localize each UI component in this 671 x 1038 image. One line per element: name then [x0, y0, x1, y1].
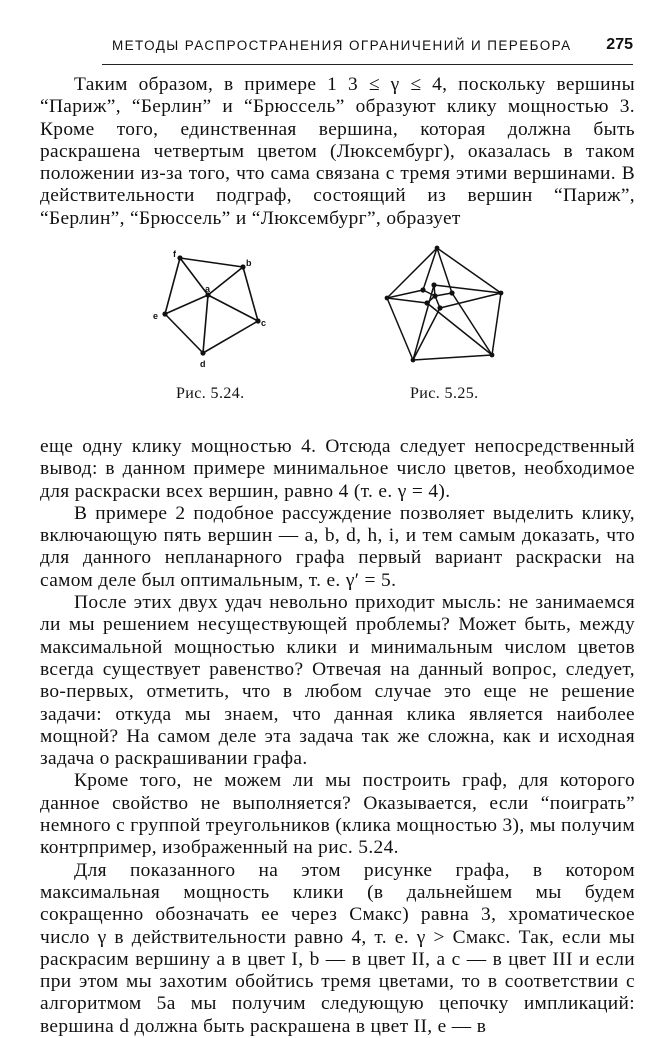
edge: [427, 303, 492, 355]
figure-5-25-caption: Рис. 5.25.: [410, 385, 479, 402]
vertex: [424, 300, 429, 305]
vertex: [499, 291, 504, 296]
vertex: [435, 246, 440, 251]
edge: [165, 314, 203, 353]
vertex-b: [240, 264, 245, 269]
vertex-label-f: f: [173, 249, 176, 259]
vertex-f: [177, 255, 182, 260]
vertex: [420, 287, 425, 292]
vertex: [490, 353, 495, 358]
vertex: [449, 290, 454, 295]
edge: [243, 267, 258, 321]
figure-5-25: [370, 240, 520, 365]
paragraph: еще одну клику мощностью 4. Отсюда следует непосредственный вывод: в данном примере минимальное число цветов, необходимое для раскраски всех вершин, равно 4 (т. е. γ = 4).: [40, 436, 635, 502]
edge: [203, 321, 258, 353]
vertex-e: [162, 311, 167, 316]
vertex-label-c: c: [261, 318, 267, 328]
vertex: [437, 305, 442, 310]
edge: [208, 267, 243, 295]
edge: [413, 355, 492, 360]
edge: [165, 295, 208, 314]
running-title: МЕТОДЫ РАСПРОСТРАНЕНИЯ ОГРАНИЧЕНИЙ И ПЕРЕБОРА: [112, 38, 572, 53]
vertex: [432, 293, 437, 298]
paragraph: Таким образом, в примере 1 3 ≤ γ ≤ 4, поскольку вершины “Париж”, “Берлин” и “Брюссель” образуют клику мощностью 3. Кроме того, единственная вершина, которая должна быть раскрашена четвертым цветом (Люксембург), оказалась в таком положении из-за того, что сама связана с тремя этими вершинами. В действительности подграф, состоящий из вершин “Париж”, “Берлин”, “Брюссель” и “Люксембург”, образует: [40, 74, 635, 229]
paragraph: В примере 2 подобное рассуждение позволяет выделить клику, включающую пять вершин — a, b, d, h, i, и тем самым доказать, что для данного непланарного графа первый вариант раскраски на самом деле был оптимальным, т. е. γ′ = 5.: [40, 502, 635, 591]
vertex-label-a: a: [205, 284, 211, 294]
paragraph: Для показанного на этом рисунке графа, в котором максимальная мощность клики (в дальнейшем мы будем сокращенно обозначать ее через Cмакс) равна 3, хроматическое число γ в действительности равно 4, т. е. γ > Cмакс. Так, если мы раскрасим вершину a в цвет I, b — в цвет II, а c — в цвет III и если при этом мы захотим обойтись тремя цветами, то в соответствии с алгоритмом 5а мы получим следующую цепочку импликаций: вершина d должна быть раскрашена в цвет II, e — в: [40, 859, 635, 1037]
vertex: [431, 282, 436, 287]
edge: [165, 258, 180, 314]
edge: [413, 308, 440, 360]
text-block-top: [40, 74, 635, 230]
paragraph: После этих двух удач невольно приходит мысль: не занимаемся ли мы решением несуществующей проблемы? Может быть, между максимальной мощностью клики и минимальным числом цветов всегда существует равенство? Отвечая на данный вопрос, следует, во-первых, отметить, что в любом случае это еще не решение задачи: откуда мы знаем, что данная клика является наиболее мощной? На самом деле эта задача так же сложна, как и исходная задача о раскрашивании графа.: [40, 592, 635, 770]
figure-5-24: [140, 240, 280, 375]
edge: [387, 290, 423, 298]
vertex-label-d: d: [200, 359, 206, 369]
edge: [440, 293, 501, 308]
vertex-label-b: b: [246, 258, 252, 268]
edge: [180, 258, 208, 295]
vertex-d: [200, 350, 205, 355]
page-number: 275: [606, 36, 633, 53]
edge: [208, 295, 258, 321]
paragraph: Кроме того, не можем ли мы построить граф, для которого данное свойство не выполняется? Оказывается, если “поиграть” немного с группой треугольников (клика мощностью 3), мы получим контрпример, изображенный на рис. 5.24.: [40, 770, 635, 859]
vertex: [385, 296, 390, 301]
edge: [387, 298, 413, 360]
page-header: [102, 38, 633, 65]
figure-5-24-caption: Рис. 5.24.: [176, 385, 245, 402]
vertex-c: [255, 318, 260, 323]
edge: [387, 248, 437, 298]
text-block-bottom: [40, 436, 635, 1038]
edge: [413, 285, 434, 360]
edge: [452, 293, 492, 355]
vertex-label-e: e: [153, 311, 159, 321]
vertex: [411, 358, 416, 363]
edge: [180, 258, 243, 267]
edge: [203, 295, 208, 353]
edge: [387, 298, 427, 303]
edge: [492, 293, 501, 355]
